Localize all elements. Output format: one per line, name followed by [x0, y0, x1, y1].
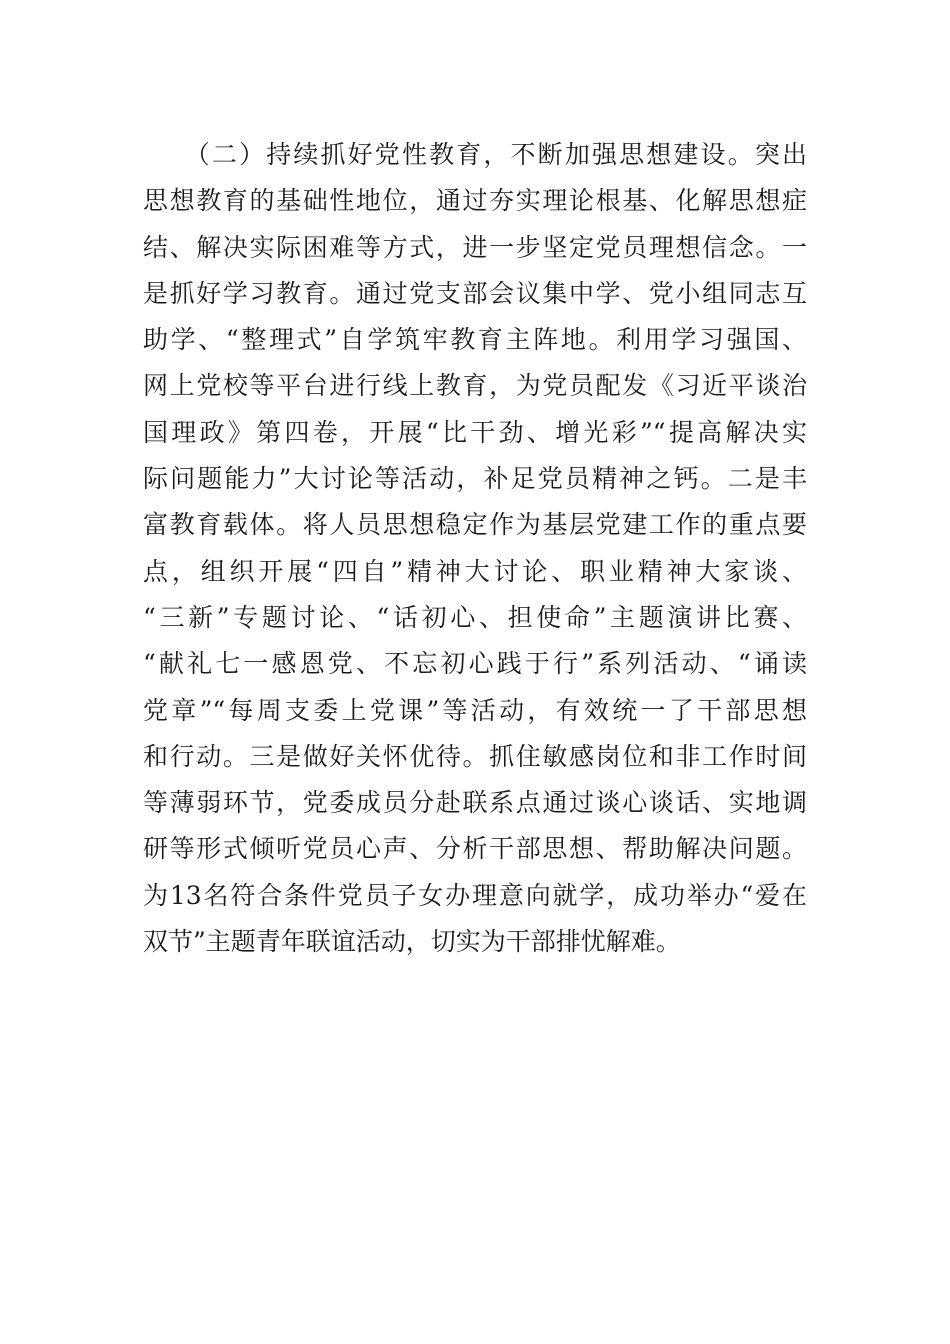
paragraph-line: （二）持续抓好党性教育，不断加强思想建设。突出: [143, 140, 807, 169]
paragraph-line: 为13名符合条件党员子女办理意向就学，成功举办“爱在: [143, 880, 807, 910]
paragraph-line: “献礼七一感恩党、不忘初心践于行”系列活动、“诵读: [143, 649, 807, 679]
paragraph-line: 和行动。三是做好关怀优待。抓住敏感岗位和非工作时间: [143, 741, 807, 771]
paragraph-line: 思想教育的基础性地位，通过夯实理论根基、化解思想症: [143, 186, 807, 216]
paragraph-line: 国理政》第四卷，开展“比干劲、增光彩”“提高解决实: [143, 417, 807, 447]
paragraph-line: 助学、“整理式”自学筑牢教育主阵地。利用学习强国、: [143, 325, 807, 355]
paragraph-line: 是抓好学习教育。通过党支部会议集中学、党小组同志互: [143, 278, 807, 308]
paragraph-line: 党章”“每周支委上党课”等活动，有效统一了干部思想: [143, 695, 807, 725]
paragraph-line: 双节”主题青年联谊活动，切实为干部排忧解难。: [143, 927, 681, 957]
paragraph-line: 富教育载体。将人员思想稳定作为基层党建工作的重点要: [143, 510, 807, 540]
paragraph-line: “三新”专题讨论、“话初心、担使命”主题演讲比赛、: [143, 602, 807, 632]
paragraph-line: 网上党校等平台进行线上教育，为党员配发《习近平谈治: [143, 371, 807, 401]
body-paragraph: [143, 132, 807, 965]
paragraph-line: 际问题能力”大讨论等活动，补足党员精神之钙。二是丰: [143, 464, 807, 494]
paragraph-line: 点，组织开展“四自”精神大讨论、职业精神大家谈、: [143, 556, 807, 586]
paragraph-line: 等薄弱环节，党委成员分赴联系点通过谈心谈话、实地调: [143, 788, 807, 818]
paragraph-line: 结、解决实际困难等方式，进一步坚定党员理想信念。一: [143, 232, 807, 262]
paragraph-line: 研等形式倾听党员心声、分析干部思想、帮助解决问题。: [143, 834, 807, 864]
